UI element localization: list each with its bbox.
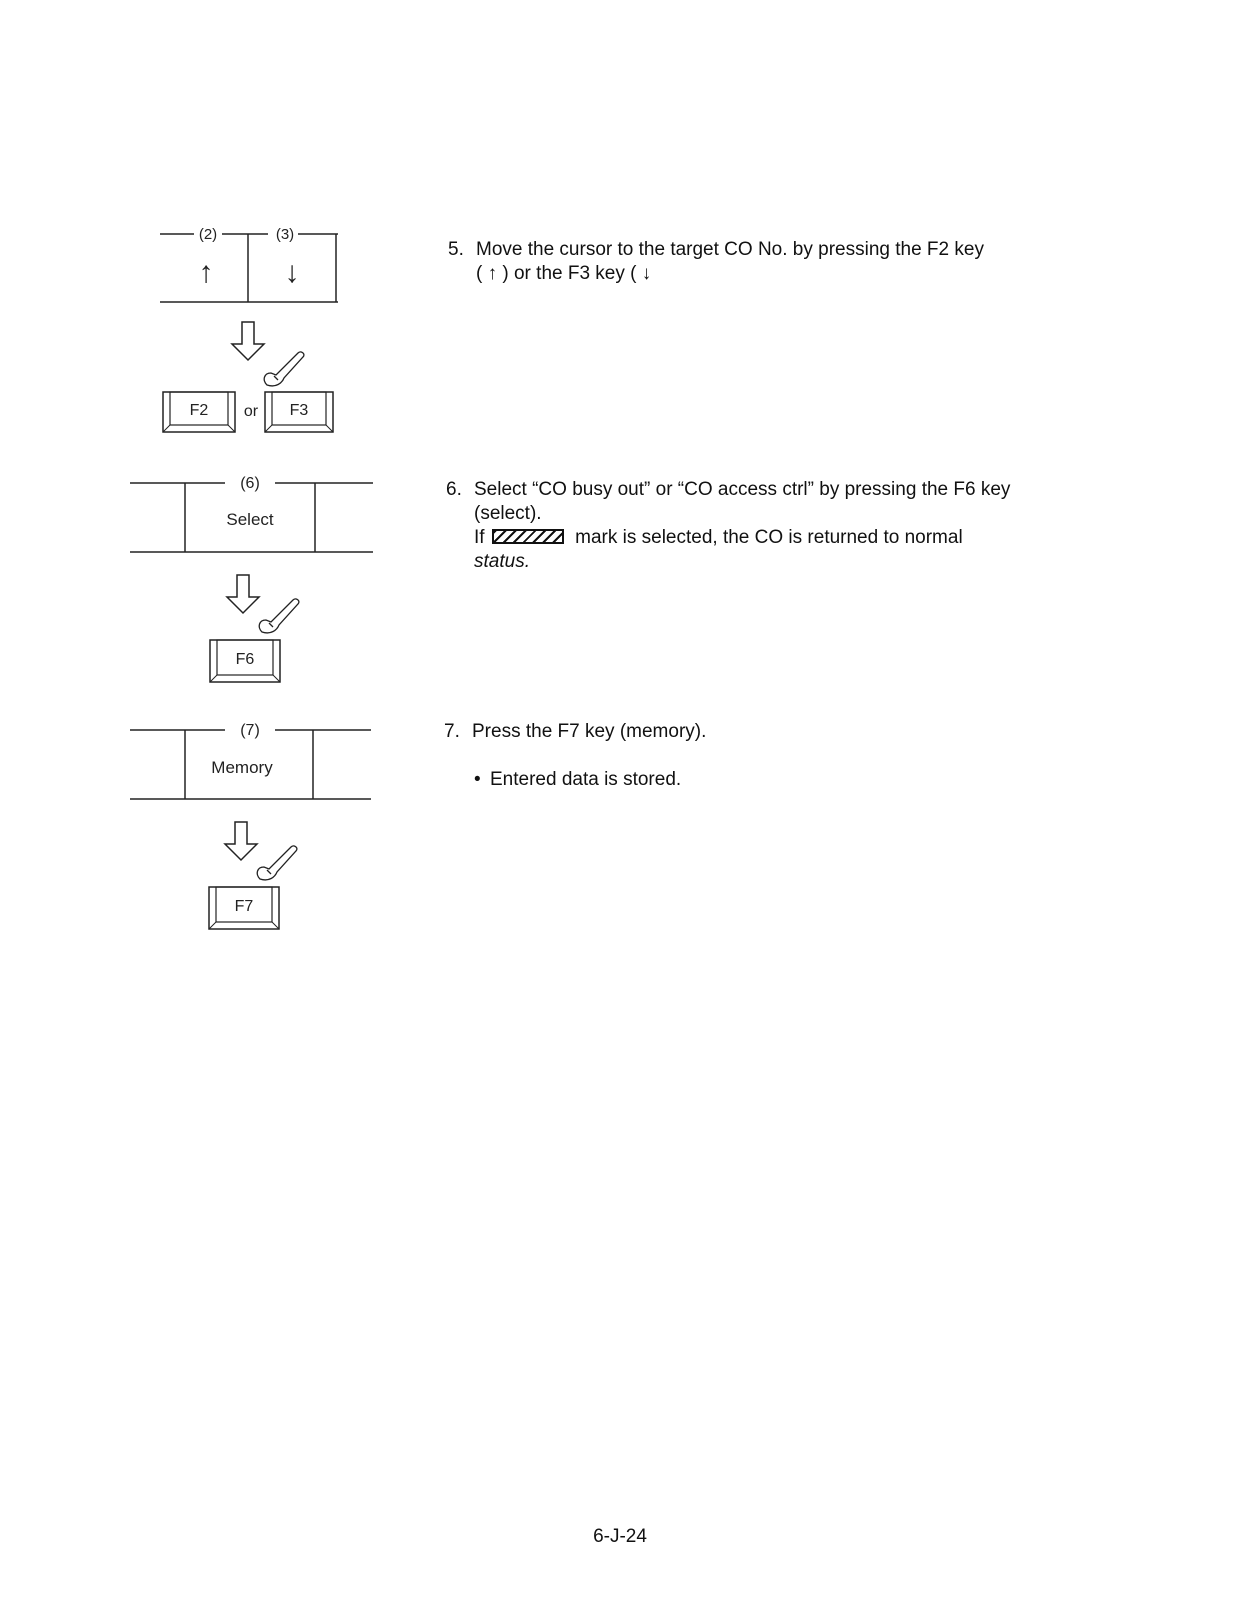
step-line: Press the F7 key (memory). xyxy=(472,721,707,742)
step-line: Select “CO busy out” or “CO access ctrl” by pressing the F6 key xyxy=(474,479,1011,500)
hollow-down-arrow-icon xyxy=(232,322,264,360)
up-arrow-icon: ↑ xyxy=(198,256,214,289)
hollow-down-arrow-icon xyxy=(225,822,257,860)
step-number: 5. xyxy=(448,239,464,260)
key-f7-label: F7 xyxy=(234,898,254,915)
step-body xyxy=(476,238,1046,286)
figure-step6-drawing xyxy=(125,465,380,690)
bullet: • xyxy=(474,769,481,790)
mark-suffix: mark is selected, the CO is returned to normal xyxy=(575,527,963,548)
step-line: ( ↑ ) or the F3 key ( ↓ xyxy=(476,263,652,284)
step-line: Move the cursor to the target CO No. by pressing the F2 key xyxy=(476,239,984,260)
note-text: Entered data is stored. xyxy=(490,769,682,790)
pressing-finger-icon xyxy=(264,352,304,386)
mark-line xyxy=(474,526,1044,550)
label-6: (6) xyxy=(240,475,260,492)
down-arrow-icon: ↓ xyxy=(284,256,300,289)
figure-step7-drawing xyxy=(125,712,380,937)
figure-step5-drawing xyxy=(150,220,360,440)
pressing-finger-icon xyxy=(259,599,299,633)
memory-label: Memory xyxy=(211,758,273,777)
step-number: 7. xyxy=(444,721,460,742)
label-2: (2) xyxy=(198,226,218,243)
label-7: (7) xyxy=(240,722,260,739)
step-number: 6. xyxy=(446,479,462,500)
step-body xyxy=(472,720,1042,744)
key-f3-label: F3 xyxy=(289,402,309,419)
key-f2-label: F2 xyxy=(189,402,209,419)
figure-step7 xyxy=(125,712,380,937)
select-label: Select xyxy=(226,510,274,529)
pressing-finger-icon xyxy=(257,846,297,880)
page-number: 6-J-24 xyxy=(593,1526,647,1547)
hatched-mark-icon xyxy=(492,529,564,544)
step-body xyxy=(474,478,1044,574)
step-line: (select). xyxy=(474,503,542,524)
figure-step5 xyxy=(150,220,360,440)
mark-prefix: If xyxy=(474,527,485,548)
or-label: or xyxy=(243,403,259,420)
hollow-down-arrow-icon xyxy=(227,575,259,613)
figure-step6 xyxy=(125,465,380,690)
key-f6-label: F6 xyxy=(235,651,255,668)
label-3: (3) xyxy=(275,226,295,243)
mark-last: status. xyxy=(474,551,530,572)
